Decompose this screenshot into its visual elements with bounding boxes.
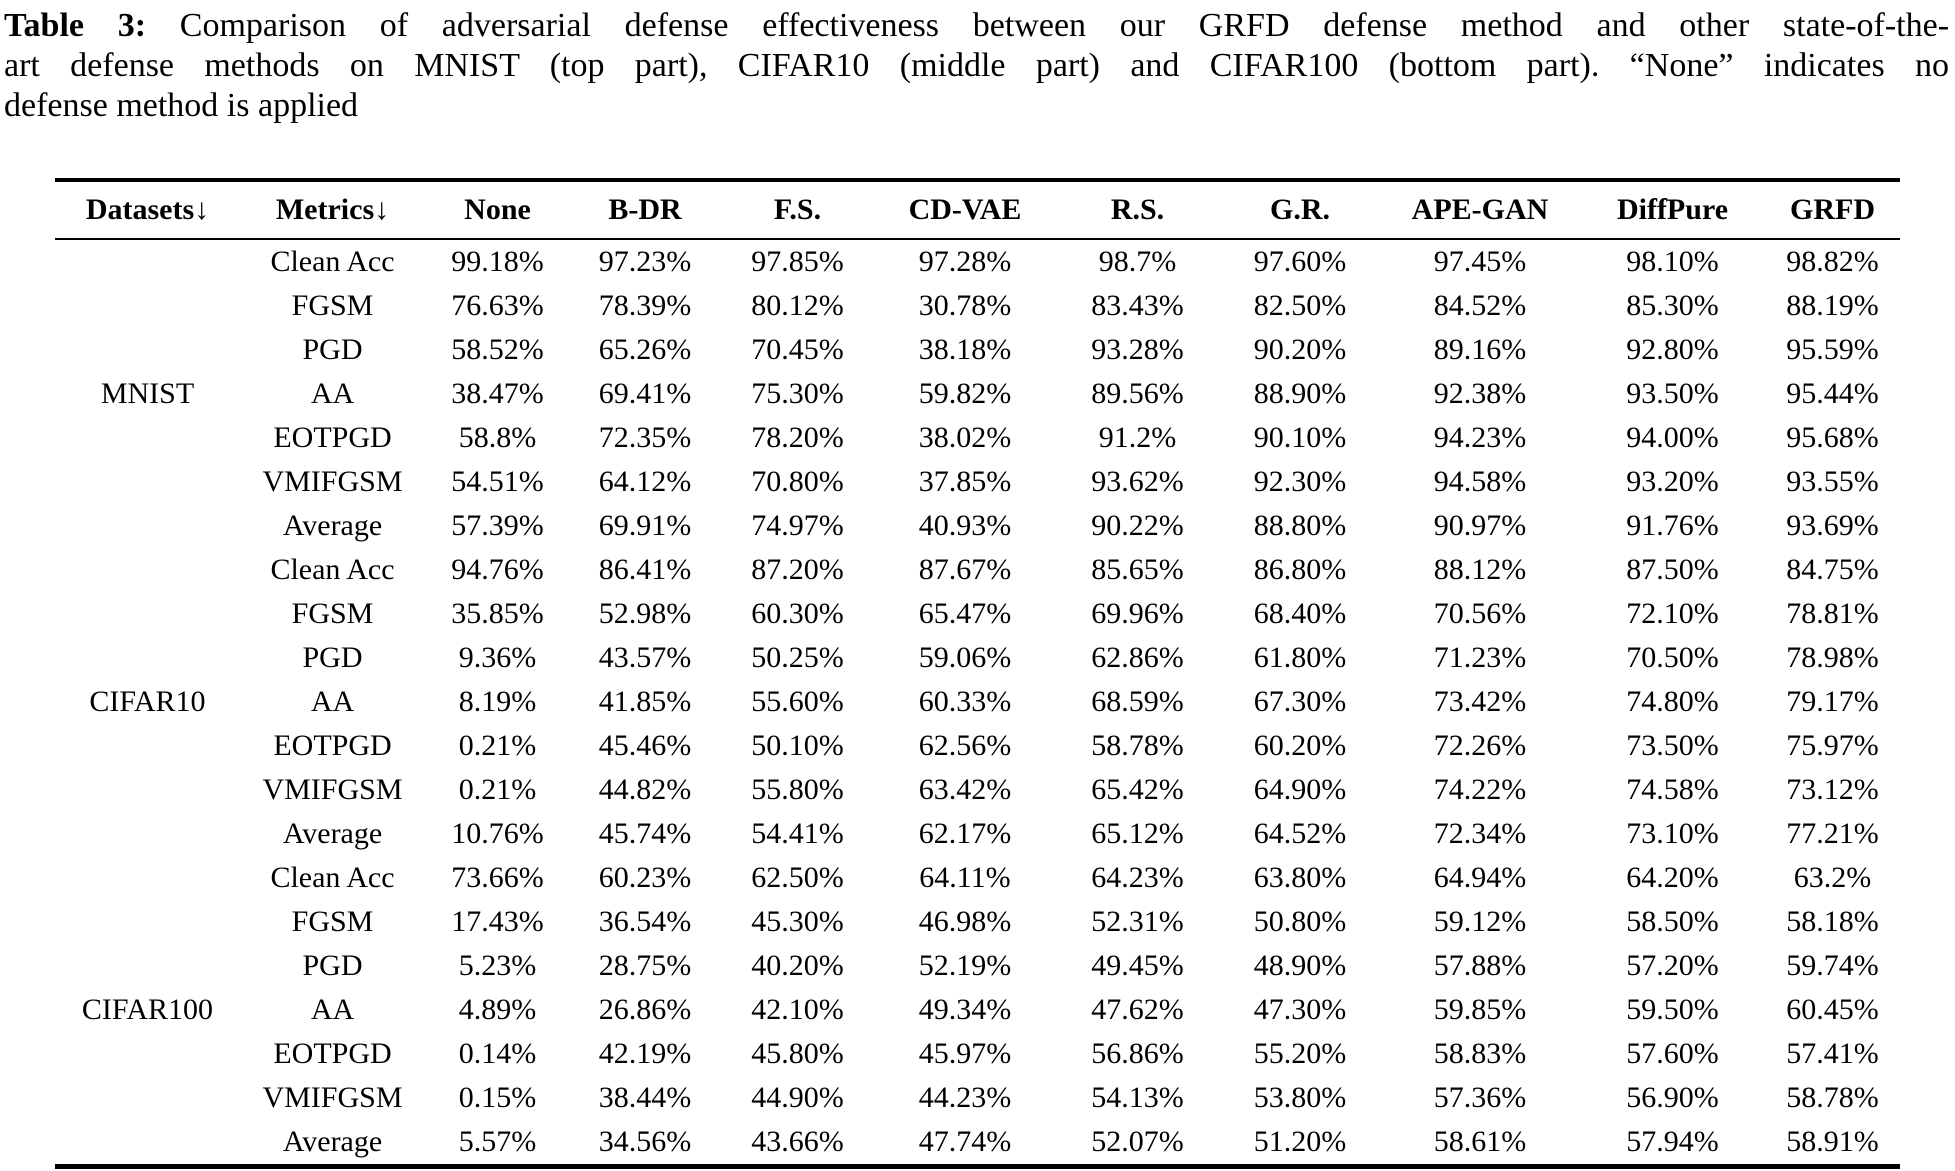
- value-cell: 58.61%: [1433, 1125, 1527, 1158]
- caption-line-3: defense method is applied: [4, 87, 359, 124]
- metric-label: VMIFGSM: [262, 1081, 403, 1114]
- value-cell: 5.23%: [458, 949, 537, 982]
- value-cell: 75.30%: [751, 377, 844, 410]
- metric-label: Average: [282, 509, 383, 542]
- value-cell: 45.97%: [918, 1037, 1012, 1070]
- value-cell: 58.78%: [1786, 1081, 1879, 1114]
- value-cell: 54.41%: [751, 817, 844, 850]
- value-cell: 44.82%: [598, 773, 692, 806]
- value-cell: 57.60%: [1626, 1037, 1719, 1070]
- dataset-label: CIFAR100: [81, 993, 214, 1026]
- value-cell: 59.06%: [918, 641, 1012, 674]
- table-row: [55, 328, 1900, 372]
- value-cell: 84.52%: [1433, 289, 1527, 322]
- value-cell: 5.57%: [458, 1125, 537, 1158]
- value-cell: 98.82%: [1786, 245, 1879, 278]
- column-header-bdr: B-DR: [608, 193, 682, 226]
- value-cell: 78.81%: [1786, 597, 1879, 630]
- value-cell: 57.94%: [1626, 1125, 1719, 1158]
- caption-label: Table 3:: [4, 7, 147, 44]
- table-row: [55, 988, 1900, 1032]
- value-cell: 74.58%: [1626, 773, 1719, 806]
- value-cell: 64.90%: [1253, 773, 1347, 806]
- dataset-label: MNIST: [100, 377, 195, 410]
- value-cell: 72.34%: [1433, 817, 1527, 850]
- value-cell: 45.46%: [598, 729, 692, 762]
- value-cell: 55.60%: [751, 685, 844, 718]
- value-cell: 38.18%: [918, 333, 1012, 366]
- value-cell: 50.80%: [1253, 905, 1347, 938]
- value-cell: 90.97%: [1433, 509, 1527, 542]
- metric-label: EOTPGD: [273, 421, 392, 454]
- value-cell: 35.85%: [451, 597, 544, 630]
- value-cell: 54.13%: [1091, 1081, 1184, 1114]
- value-cell: 70.50%: [1626, 641, 1719, 674]
- value-cell: 74.80%: [1626, 685, 1719, 718]
- value-cell: 55.20%: [1253, 1037, 1347, 1070]
- value-cell: 42.19%: [598, 1037, 692, 1070]
- value-cell: 40.20%: [751, 949, 844, 982]
- value-cell: 55.80%: [751, 773, 844, 806]
- results-table-body: [55, 239, 1900, 1167]
- value-cell: 86.80%: [1253, 553, 1347, 586]
- value-cell: 64.20%: [1626, 861, 1719, 894]
- value-cell: 62.56%: [918, 729, 1012, 762]
- metric-label: PGD: [302, 949, 363, 982]
- value-cell: 48.90%: [1253, 949, 1347, 982]
- value-cell: 57.41%: [1786, 1037, 1879, 1070]
- value-cell: 97.28%: [918, 245, 1012, 278]
- value-cell: 88.80%: [1253, 509, 1347, 542]
- value-cell: 93.62%: [1091, 465, 1184, 498]
- value-cell: 26.86%: [598, 993, 692, 1026]
- metric-label: Clean Acc: [270, 553, 395, 586]
- value-cell: 65.12%: [1091, 817, 1184, 850]
- value-cell: 67.30%: [1253, 685, 1347, 718]
- table-row: [55, 636, 1900, 680]
- value-cell: 94.23%: [1433, 421, 1527, 454]
- value-cell: 45.80%: [751, 1037, 844, 1070]
- value-cell: 98.7%: [1098, 245, 1177, 278]
- value-cell: 89.56%: [1091, 377, 1184, 410]
- value-cell: 93.28%: [1091, 333, 1184, 366]
- value-cell: 52.31%: [1091, 905, 1184, 938]
- value-cell: 71.23%: [1433, 641, 1527, 674]
- metric-label: AA: [310, 685, 355, 718]
- value-cell: 97.23%: [598, 245, 692, 278]
- value-cell: 64.52%: [1253, 817, 1347, 850]
- value-cell: 56.90%: [1626, 1081, 1719, 1114]
- value-cell: 41.85%: [598, 685, 692, 718]
- column-header-diffpure: DiffPure: [1616, 193, 1729, 226]
- value-cell: 57.39%: [451, 509, 544, 542]
- value-cell: 37.85%: [918, 465, 1012, 498]
- table-row: [55, 504, 1900, 548]
- value-cell: 9.36%: [458, 641, 537, 674]
- value-cell: 97.60%: [1253, 245, 1347, 278]
- metric-label: Clean Acc: [270, 245, 395, 278]
- table-row: [55, 548, 1900, 592]
- value-cell: 44.90%: [751, 1081, 844, 1114]
- value-cell: 62.86%: [1091, 641, 1184, 674]
- column-header-cdvae: CD-VAE: [908, 193, 1022, 226]
- table-row: [55, 1032, 1900, 1076]
- value-cell: 0.21%: [458, 729, 537, 762]
- value-cell: 46.98%: [918, 905, 1012, 938]
- metric-label: EOTPGD: [273, 729, 392, 762]
- value-cell: 93.20%: [1626, 465, 1719, 498]
- value-cell: 74.22%: [1433, 773, 1527, 806]
- value-cell: 78.39%: [598, 289, 692, 322]
- value-cell: 58.78%: [1091, 729, 1184, 762]
- value-cell: 97.45%: [1433, 245, 1527, 278]
- value-cell: 95.44%: [1786, 377, 1879, 410]
- column-header-datasets: Datasets↓: [85, 193, 210, 226]
- column-header-apegan: APE-GAN: [1411, 193, 1549, 226]
- metric-label: FGSM: [291, 905, 374, 938]
- value-cell: 47.74%: [918, 1125, 1012, 1158]
- value-cell: 89.16%: [1433, 333, 1527, 366]
- table-row: [55, 1120, 1900, 1167]
- value-cell: 69.96%: [1091, 597, 1184, 630]
- value-cell: 94.76%: [451, 553, 544, 586]
- table-row: [55, 416, 1900, 460]
- value-cell: 90.20%: [1253, 333, 1347, 366]
- value-cell: 73.66%: [451, 861, 544, 894]
- value-cell: 69.91%: [598, 509, 692, 542]
- value-cell: 92.80%: [1626, 333, 1719, 366]
- value-cell: 70.80%: [751, 465, 844, 498]
- value-cell: 57.36%: [1433, 1081, 1527, 1114]
- metric-label: PGD: [302, 333, 363, 366]
- caption-line-2: art defense methods on MNIST (top part), CIFAR10 (middle part) and CIFAR100 (bottom part). “None” indicates no: [4, 47, 1949, 84]
- value-cell: 45.74%: [598, 817, 692, 850]
- metric-label: VMIFGSM: [262, 773, 403, 806]
- value-cell: 92.38%: [1433, 377, 1527, 410]
- value-cell: 38.44%: [598, 1081, 692, 1114]
- value-cell: 52.07%: [1091, 1125, 1184, 1158]
- value-cell: 84.75%: [1786, 553, 1879, 586]
- value-cell: 64.94%: [1433, 861, 1527, 894]
- value-cell: 93.50%: [1626, 377, 1719, 410]
- value-cell: 56.86%: [1091, 1037, 1184, 1070]
- value-cell: 10.76%: [451, 817, 544, 850]
- table-row: [55, 724, 1900, 768]
- value-cell: 54.51%: [451, 465, 544, 498]
- value-cell: 44.23%: [918, 1081, 1012, 1114]
- metric-label: Clean Acc: [270, 861, 395, 894]
- value-cell: 86.41%: [598, 553, 692, 586]
- value-cell: 4.89%: [458, 993, 537, 1026]
- value-cell: 47.62%: [1091, 993, 1184, 1026]
- value-cell: 78.20%: [751, 421, 844, 454]
- value-cell: 99.18%: [451, 245, 544, 278]
- value-cell: 63.80%: [1253, 861, 1347, 894]
- value-cell: 95.59%: [1786, 333, 1879, 366]
- metric-label: FGSM: [291, 597, 374, 630]
- table-row: [55, 1076, 1900, 1120]
- value-cell: 34.56%: [598, 1125, 692, 1158]
- value-cell: 90.22%: [1091, 509, 1184, 542]
- table-row: [55, 680, 1900, 724]
- value-cell: 97.85%: [751, 245, 844, 278]
- value-cell: 49.45%: [1091, 949, 1184, 982]
- caption-line-1: [4, 6, 1949, 46]
- value-cell: 59.50%: [1626, 993, 1719, 1026]
- value-cell: 60.45%: [1786, 993, 1879, 1026]
- value-cell: 70.56%: [1433, 597, 1527, 630]
- value-cell: 58.50%: [1626, 905, 1719, 938]
- dataset-label: CIFAR10: [89, 685, 206, 718]
- value-cell: 58.91%: [1786, 1125, 1879, 1158]
- value-cell: 95.68%: [1786, 421, 1879, 454]
- value-cell: 73.10%: [1626, 817, 1719, 850]
- table-row: [55, 812, 1900, 856]
- value-cell: 64.12%: [598, 465, 692, 498]
- value-cell: 75.97%: [1786, 729, 1879, 762]
- value-cell: 73.50%: [1626, 729, 1719, 762]
- value-cell: 65.42%: [1091, 773, 1184, 806]
- value-cell: 72.10%: [1626, 597, 1719, 630]
- value-cell: 88.90%: [1253, 377, 1347, 410]
- value-cell: 74.97%: [751, 509, 844, 542]
- value-cell: 49.34%: [918, 993, 1012, 1026]
- metric-label: EOTPGD: [273, 1037, 392, 1070]
- table-caption: [0, 6, 1955, 126]
- value-cell: 43.57%: [598, 641, 692, 674]
- column-header-gr: G.R.: [1270, 193, 1330, 226]
- table-row: [55, 856, 1900, 900]
- value-cell: 40.93%: [918, 509, 1012, 542]
- value-cell: 60.30%: [751, 597, 844, 630]
- column-header-fs: F.S.: [773, 193, 822, 226]
- value-cell: 69.41%: [598, 377, 692, 410]
- table-row: [55, 900, 1900, 944]
- value-cell: 94.00%: [1626, 421, 1719, 454]
- value-cell: 58.52%: [451, 333, 544, 366]
- table-row: [55, 284, 1900, 328]
- value-cell: 62.17%: [918, 817, 1012, 850]
- value-cell: 87.50%: [1626, 553, 1719, 586]
- value-cell: 87.67%: [918, 553, 1012, 586]
- metric-label: FGSM: [291, 289, 374, 322]
- value-cell: 60.33%: [918, 685, 1012, 718]
- value-cell: 61.80%: [1253, 641, 1347, 674]
- table-row: [55, 768, 1900, 812]
- value-cell: 62.50%: [751, 861, 844, 894]
- value-cell: 59.74%: [1786, 949, 1879, 982]
- value-cell: 50.10%: [751, 729, 844, 762]
- value-cell: 53.80%: [1253, 1081, 1347, 1114]
- value-cell: 52.98%: [598, 597, 692, 630]
- value-cell: 78.98%: [1786, 641, 1879, 674]
- value-cell: 91.76%: [1626, 509, 1719, 542]
- value-cell: 59.82%: [918, 377, 1012, 410]
- value-cell: 63.42%: [918, 773, 1012, 806]
- value-cell: 94.58%: [1433, 465, 1527, 498]
- value-cell: 79.17%: [1786, 685, 1879, 718]
- table-row: [55, 944, 1900, 988]
- value-cell: 60.20%: [1253, 729, 1347, 762]
- value-cell: 58.83%: [1433, 1037, 1527, 1070]
- value-cell: 70.45%: [751, 333, 844, 366]
- value-cell: 82.50%: [1253, 289, 1347, 322]
- value-cell: 57.20%: [1626, 949, 1719, 982]
- value-cell: 43.66%: [751, 1125, 844, 1158]
- value-cell: 8.19%: [458, 685, 537, 718]
- value-cell: 93.69%: [1786, 509, 1879, 542]
- value-cell: 28.75%: [598, 949, 692, 982]
- value-cell: 60.23%: [598, 861, 692, 894]
- metric-label: VMIFGSM: [262, 465, 403, 498]
- value-cell: 73.42%: [1433, 685, 1527, 718]
- column-header-grfd: GRFD: [1790, 193, 1875, 226]
- value-cell: 88.12%: [1433, 553, 1527, 586]
- value-cell: 65.47%: [918, 597, 1012, 630]
- value-cell: 63.2%: [1793, 861, 1872, 894]
- value-cell: 72.26%: [1433, 729, 1527, 762]
- value-cell: 98.10%: [1626, 245, 1719, 278]
- value-cell: 90.10%: [1253, 421, 1347, 454]
- value-cell: 57.88%: [1433, 949, 1527, 982]
- value-cell: 88.19%: [1786, 289, 1879, 322]
- table-row: [55, 460, 1900, 504]
- value-cell: 80.12%: [751, 289, 844, 322]
- column-header-none: None: [464, 193, 531, 226]
- value-cell: 64.11%: [919, 861, 1011, 894]
- value-cell: 38.02%: [918, 421, 1012, 454]
- value-cell: 85.30%: [1626, 289, 1719, 322]
- value-cell: 50.25%: [751, 641, 844, 674]
- value-cell: 42.10%: [751, 993, 844, 1026]
- value-cell: 30.78%: [918, 289, 1012, 322]
- value-cell: 68.40%: [1253, 597, 1347, 630]
- caption-line-1-text: Comparison of adversarial defense effectiveness between our GRFD defense method and other state-of-the-: [179, 7, 1950, 44]
- value-cell: 73.12%: [1786, 773, 1879, 806]
- value-cell: 58.8%: [458, 421, 537, 454]
- results-table: [55, 178, 1900, 1169]
- value-cell: 85.65%: [1091, 553, 1184, 586]
- column-header-rs: R.S.: [1110, 193, 1165, 226]
- value-cell: 93.55%: [1786, 465, 1879, 498]
- table-row: [55, 239, 1900, 284]
- table-row: [55, 592, 1900, 636]
- value-cell: 47.30%: [1253, 993, 1347, 1026]
- value-cell: 87.20%: [751, 553, 844, 586]
- value-cell: 65.26%: [598, 333, 692, 366]
- column-header-metrics: Metrics↓: [275, 193, 390, 226]
- metric-label: AA: [310, 993, 355, 1026]
- value-cell: 64.23%: [1091, 861, 1184, 894]
- value-cell: 91.2%: [1098, 421, 1177, 454]
- value-cell: 0.15%: [458, 1081, 537, 1114]
- value-cell: 59.85%: [1433, 993, 1527, 1026]
- value-cell: 36.54%: [598, 905, 692, 938]
- metric-label: Average: [282, 1125, 383, 1158]
- value-cell: 58.18%: [1786, 905, 1879, 938]
- value-cell: 52.19%: [918, 949, 1012, 982]
- value-cell: 0.14%: [458, 1037, 537, 1070]
- metric-label: PGD: [302, 641, 363, 674]
- value-cell: 77.21%: [1786, 817, 1879, 850]
- metric-label: AA: [310, 377, 355, 410]
- value-cell: 83.43%: [1091, 289, 1184, 322]
- value-cell: 68.59%: [1091, 685, 1184, 718]
- value-cell: 59.12%: [1433, 905, 1527, 938]
- table-row: [55, 372, 1900, 416]
- value-cell: 0.21%: [458, 773, 537, 806]
- table-header-row: [55, 180, 1900, 239]
- value-cell: 51.20%: [1253, 1125, 1347, 1158]
- value-cell: 92.30%: [1253, 465, 1347, 498]
- value-cell: 76.63%: [451, 289, 544, 322]
- value-cell: 17.43%: [451, 905, 544, 938]
- value-cell: 45.30%: [751, 905, 844, 938]
- value-cell: 38.47%: [451, 377, 544, 410]
- value-cell: 72.35%: [598, 421, 692, 454]
- metric-label: Average: [282, 817, 383, 850]
